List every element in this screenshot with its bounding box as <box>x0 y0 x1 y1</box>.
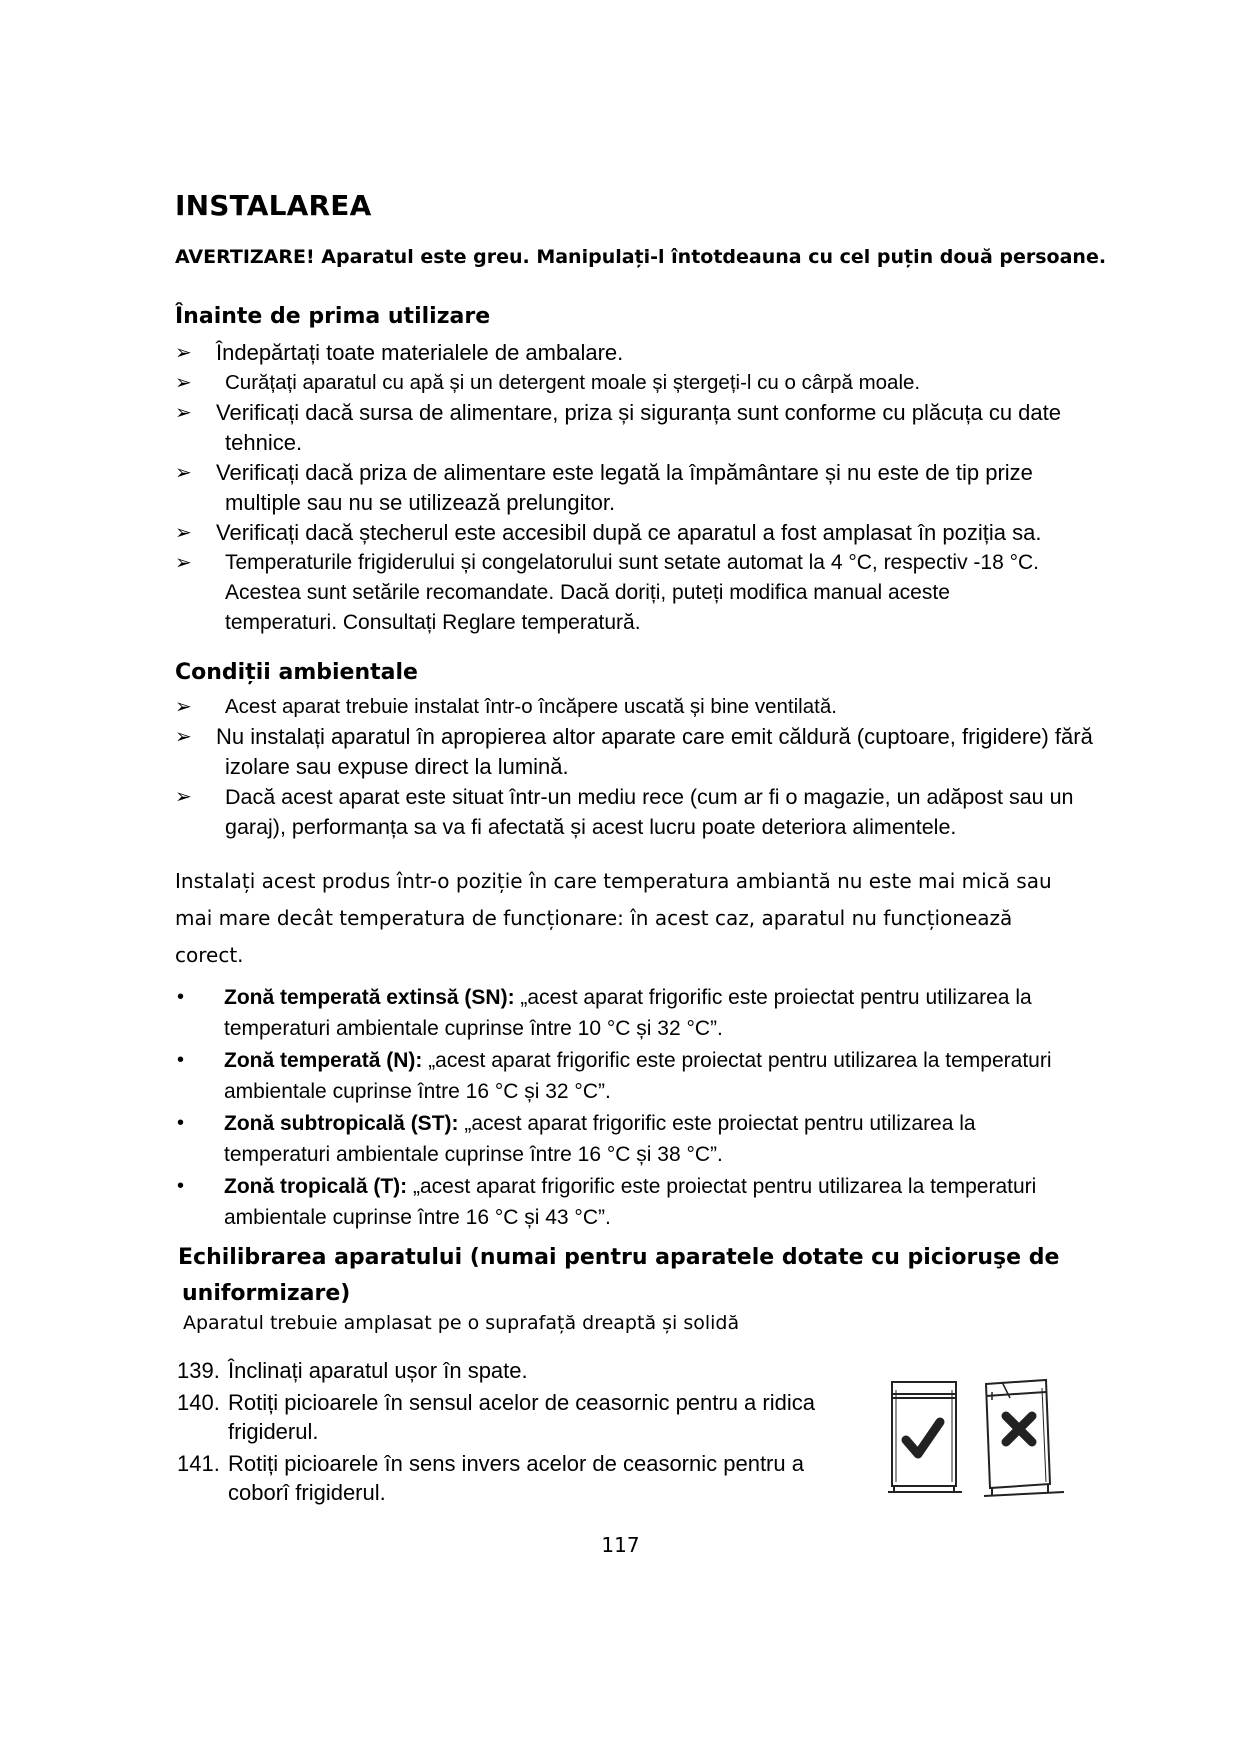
weight-warning: AVERTIZARE! Aparatul este greu. Manipulați-l întotdeauna cu cel puțin două persoane. <box>175 246 1107 268</box>
arrowhead-bullet-icon: ➢ <box>175 786 192 808</box>
bullet-dot-icon: • <box>177 986 185 1008</box>
list-item: 140. Rotiți picioarele în sensul acelor de ceasornic pentru a ridica frigiderul. <box>177 1390 815 1444</box>
leveling-figure <box>888 1378 1088 1502</box>
ambient-paragraph: Instalați acest produs într-o poziție în care temperatura ambiantă nu este mai mică sau mai mare decât temperatura de funcționare: în acest caz, aparatul nu funcționează corect. <box>175 869 1052 967</box>
arrowhead-bullet-icon: ➢ <box>175 402 192 424</box>
list-item: ➢ Acest aparat trebuie instalat într-o încăpere uscată și bine ventilată. <box>175 692 1155 722</box>
list-item: ➢ Verificați dacă priza de alimentare este legată la împământare și nu este de tip prize multiple sau nu se utilizează prelungitor. <box>175 460 1033 515</box>
list-item: 139. Înclinați aparatul ușor în spate. <box>177 1358 528 1383</box>
list-item: ➢ Temperaturile frigiderului și congelatorului sunt setate automat la 4 °C, respectiv -18 °C. Acestea sunt setările recomandate. Dacă doriți, puteți modifica manual aceste temperaturi. Consultați Reglare temperatură. <box>175 548 1065 638</box>
list-item: ➢ Curățați aparatul cu apă și un detergent moale și ștergeți-l cu o cârpă moale. <box>175 368 1155 398</box>
page-title: INSTALAREA <box>175 189 372 222</box>
arrowhead-bullet-icon: ➢ <box>175 342 192 364</box>
bullet-dot-icon: • <box>177 1175 185 1197</box>
fridge-level-incorrect-icon <box>984 1380 1064 1496</box>
list-item: • Zonă temperată (N): „acest aparat frigorific este proiectat pentru utilizarea la temperaturi ambientale cuprinse între 16 °C și 32 °C”. <box>175 1045 1080 1107</box>
list-item: ➢ Verificați dacă ștecherul este accesibil după ce aparatul a fost amplasat în poziția sa. <box>175 518 1155 548</box>
section-heading-before-first-use: Înainte de prima utilizare <box>175 304 491 329</box>
list-item: ➢ Verificați dacă sursa de alimentare, priza și siguranța sunt conforme cu plăcuța cu date tehnice. <box>175 400 1062 455</box>
climate-zone-label: Zonă tropicală (T): <box>224 1175 408 1198</box>
list-item: ➢ Îndepărtați toate materialele de ambalare. <box>175 338 1155 368</box>
climate-zone-label: Zonă temperată extinsă (SN): <box>224 986 515 1009</box>
arrowhead-bullet-icon: ➢ <box>175 696 192 718</box>
leveling-subtitle: Aparatul trebuie amplasat pe o suprafață dreaptă și solidă <box>183 1312 740 1334</box>
arrowhead-bullet-icon: ➢ <box>175 462 192 484</box>
list-item: ➢ Dacă acest aparat este situat într-un mediu rece (cum ar fi o magazie, un adăpost sau un garaj), performanța sa va fi afectată și acest lucru poate deteriora alimentele. <box>175 782 1115 842</box>
bullet-dot-icon: • <box>177 1049 185 1071</box>
climate-zone-label: Zonă subtropicală (ST): <box>224 1112 459 1135</box>
list-item: • Zonă temperată extinsă (SN): „acest aparat frigorific este proiectat pentru utilizarea la temperaturi ambientale cuprinse între 10 °C și 32 °C”. <box>175 982 1075 1044</box>
step-number: 139. <box>177 1358 220 1383</box>
ambient-list <box>175 692 1155 842</box>
step-number: 141. <box>177 1451 220 1476</box>
arrowhead-bullet-icon: ➢ <box>175 726 192 748</box>
list-item: 141. Rotiți picioarele în sens invers acelor de ceasornic pentru a coborî frigiderul. <box>177 1451 804 1505</box>
list-item: • Zonă tropicală (T): „acest aparat frigorific este proiectat pentru utilizarea la temperaturi ambientale cuprinse între 16 °C și 43 °C”. <box>175 1171 1080 1233</box>
before-first-use-list <box>175 338 1155 638</box>
step-number: 140. <box>177 1390 220 1415</box>
arrowhead-bullet-icon: ➢ <box>175 522 192 544</box>
bullet-dot-icon: • <box>177 1112 185 1134</box>
fridge-level-correct-icon <box>888 1382 962 1492</box>
arrowhead-bullet-icon: ➢ <box>175 372 192 394</box>
arrowhead-bullet-icon: ➢ <box>175 552 192 574</box>
page-number: 117 <box>601 1533 640 1557</box>
climate-zone-list <box>175 982 1155 1234</box>
list-item: • Zonă subtropicală (ST): „acest aparat frigorific este proiectat pentru utilizarea la temperaturi ambientale cuprinse între 16 °C și 38 °C”. <box>175 1108 1075 1170</box>
climate-zone-label: Zonă temperată (N): <box>224 1049 423 1072</box>
section-heading-leveling: Echilibrarea aparatului (numai pentru aparatele dotate cu picioruşe de uniformizare) <box>178 1245 1060 1306</box>
list-item: ➢ Nu instalați aparatul în apropierea altor aparate care emit căldură (cuptoare, frigidere) fără izolare sau expuse direct la lumină. <box>175 724 1093 779</box>
section-heading-ambient: Condiții ambientale <box>175 660 418 685</box>
leveling-steps <box>177 1356 877 1510</box>
